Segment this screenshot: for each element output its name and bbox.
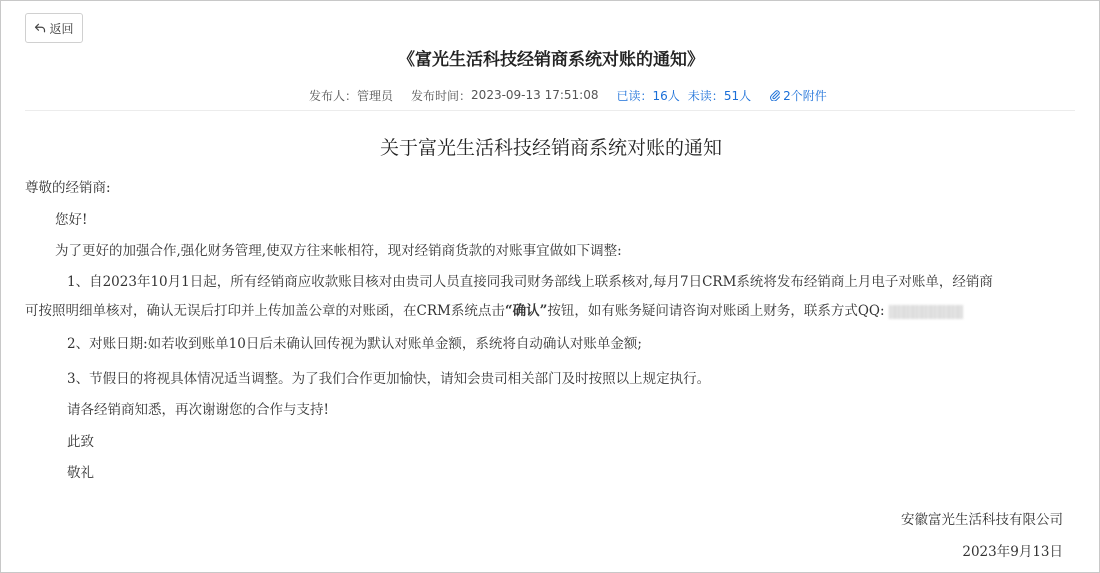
attachments-label: 2个附件 — [783, 88, 827, 103]
undo-arrow-icon — [34, 22, 46, 34]
unread-label[interactable]: 未读： — [687, 88, 724, 103]
read-label[interactable]: 已读： — [616, 88, 653, 103]
publish-time-label: 发布时间： — [411, 88, 472, 103]
greeting: 您好! — [55, 212, 88, 228]
item-2: 2、对账日期:如若收到账单10日后未确认回传视为默认对账单金额，系统将自动确认对账单金额; — [67, 336, 642, 352]
signature-date: 2023年9月13日 — [962, 544, 1063, 560]
confirm-keyword: “确认” — [504, 303, 548, 319]
publisher-label: 发布人： — [309, 88, 358, 103]
item-3: 3、节假日的将视具体情况适当调整。为了我们合作更加愉快，请知会贵司相关部门及时按照以上规定执行。 — [67, 371, 711, 387]
publish-time: 2023-09-13 17:51:08 — [471, 88, 599, 102]
publisher-name: 管理员 — [357, 88, 394, 103]
item-1-line-2 — [25, 299, 963, 319]
header-divider — [25, 110, 1075, 111]
paperclip-icon — [769, 89, 781, 101]
back-button[interactable] — [25, 13, 83, 43]
signature-company: 安徽富光生活科技有限公司 — [901, 512, 1063, 528]
back-button-label: 返回 — [49, 21, 74, 36]
unread-count[interactable]: 51人 — [723, 88, 752, 103]
regards-line-2: 敬礼 — [67, 465, 94, 481]
attachments-link[interactable] — [769, 87, 827, 104]
item-1-text-a: 可按照明细单核对，确认无误后打印并上传加盖公章的对账函，在CRM系统点击 — [25, 303, 505, 319]
redacted-qq-number — [889, 305, 963, 319]
salutation: 尊敬的经销商: — [25, 180, 111, 196]
intro-paragraph: 为了更好的加强合作,强化财务管理,使双方往来帐相符，现对经销商货款的对账事宜做如下调整: — [55, 243, 622, 259]
item-1-text-b: 按钮，如有账务疑问请咨询对账函上财务，联系方式QQ: — [547, 303, 885, 319]
notice-meta — [309, 87, 827, 103]
read-count[interactable]: 16人 — [652, 88, 680, 103]
page-title: 《富光生活科技经销商系统对账的通知》 — [398, 50, 704, 70]
notice-title: 关于富光生活科技经销商系统对账的通知 — [379, 137, 722, 159]
item-1-line-1: 1、自2023年10月1日起，所有经销商应收款账目核对由贵司人员直接同我司财务部线上联系核对,每月7日CRM系统将发布经销商上月电子对账单，经销商 — [67, 274, 993, 290]
closing-text: 请各经销商知悉，再次谢谢您的合作与支持! — [67, 402, 329, 418]
regards-line-1: 此致 — [67, 434, 94, 450]
